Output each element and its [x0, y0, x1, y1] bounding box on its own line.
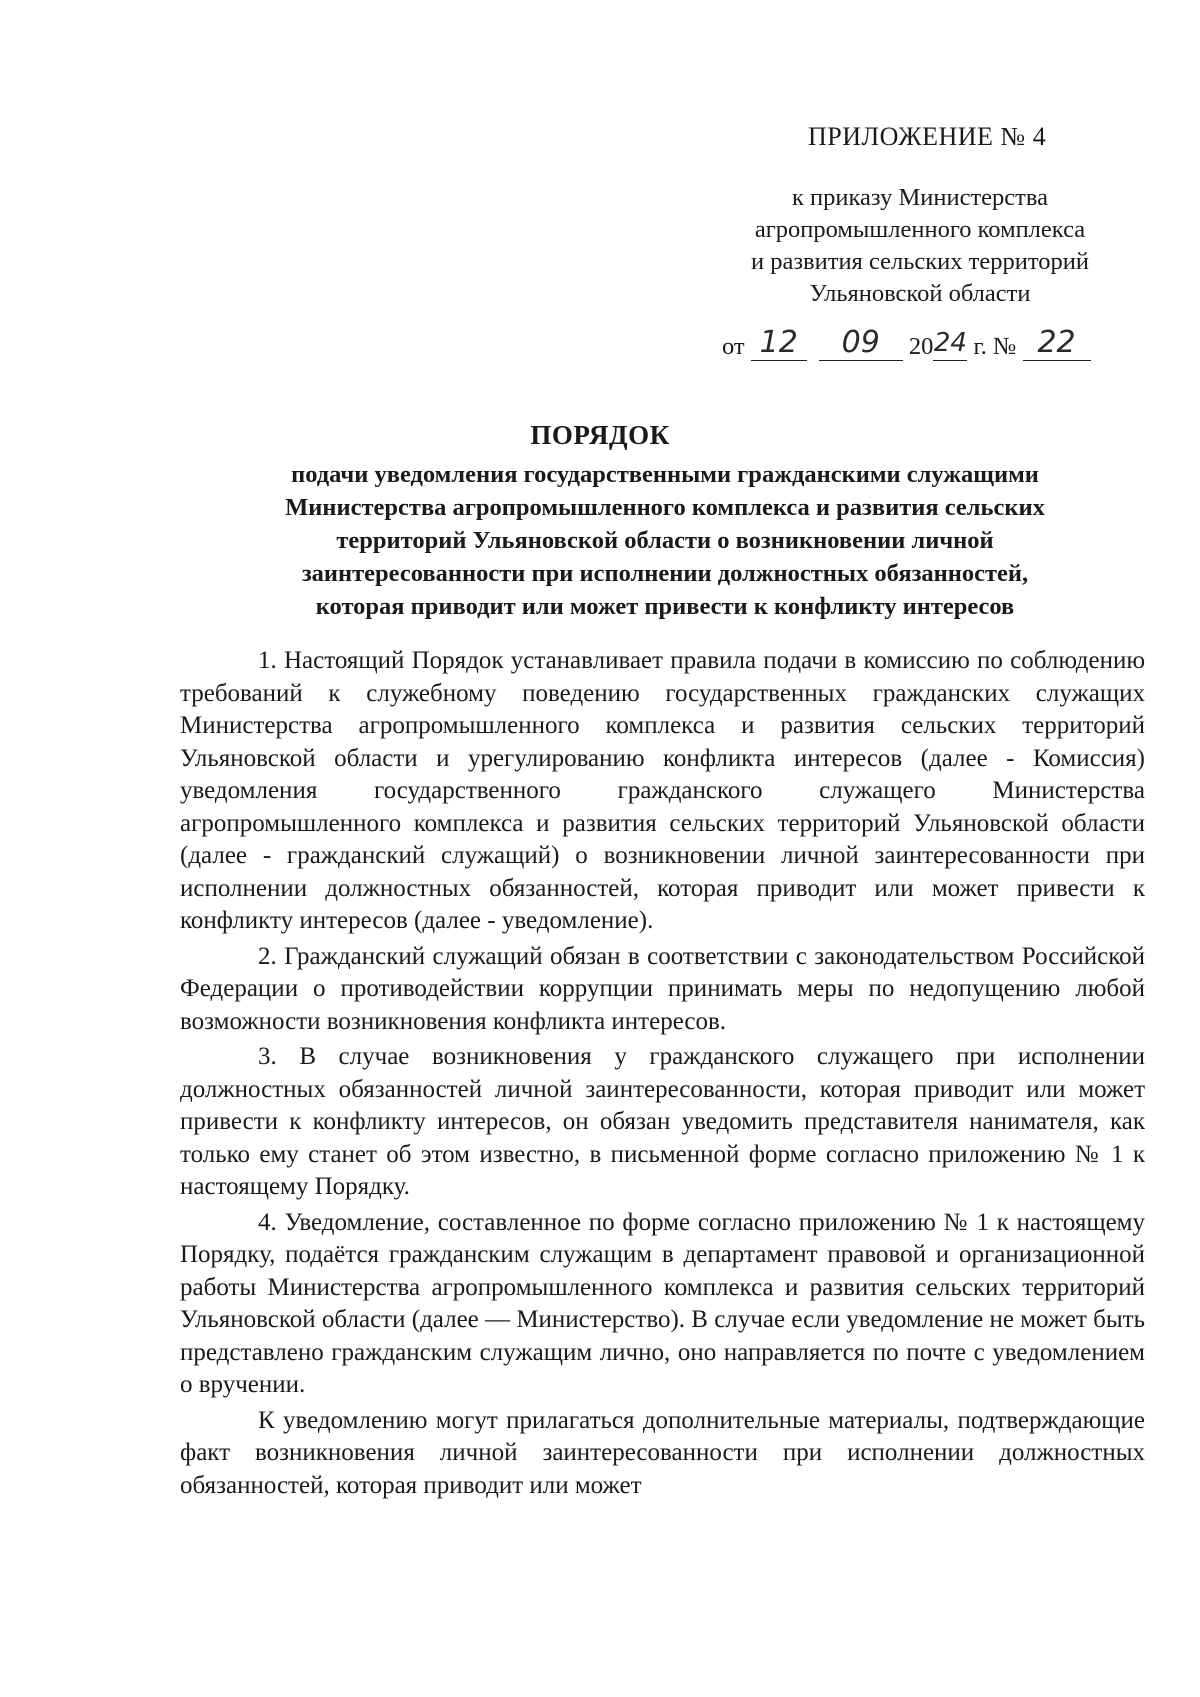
handwritten-year: 24 [933, 330, 967, 361]
document-body [180, 645, 1145, 1504]
order-ref-line: Ульяновской области [809, 280, 1031, 307]
document-title: ПОРЯДОК [530, 420, 670, 450]
subtitle-line: которая приводит или может привести к конфликту интересов [315, 593, 1015, 620]
handwritten-month: 09 [819, 330, 903, 361]
order-ref-line: агропромышленного комплекса [754, 216, 1086, 243]
year-prefix: 20 [908, 333, 934, 360]
subtitle-line: подачи уведомления государственными гражданскими служащими [291, 461, 1039, 488]
order-ref-line: и развития сельских территорий [751, 248, 1089, 275]
document-subtitle [200, 458, 1130, 623]
order-reference [720, 182, 1120, 310]
paragraph-3: 3. В случае возникновения у гражданского служащего при исполнении должностных обязанностей личной заинтересованности, которая приводит или может привести к конфликту интересов, он обязан уведомить представителя нанимателя, как только ему станет об этом известно, в письменной форме согласно приложению № 1 к настоящему Порядку. [180, 1043, 1145, 1200]
paragraph-4: 4. Уведомление, составленное по форме согласно приложению № 1 к настоящему Порядку, подаётся гражданским служащим в департамент правовой и организационной работы Министерства агропромышленного комплекса и развития сельских территорий Ульяновской области (далее — Министерство). В случае если уведомление не может быть представлено гражданским служащим лично, оно направляется по почте с уведомлением о вручении. [180, 1208, 1145, 1398]
number-label: г. № [973, 333, 1017, 360]
order-ref-line: к приказу Министерства [792, 184, 1048, 211]
paragraph-2: 2. Гражданский служащий обязан в соответствии с законодательством Российской Федерации о противодействии коррупции принимать меры по недопущению любой возможности возникновения конфликта интересов. [180, 942, 1145, 1035]
handwritten-day: 12 [751, 330, 807, 361]
subtitle-line: заинтересованности при исполнении должностных обязанностей, [301, 560, 1029, 587]
appendix-title: ПРИЛОЖЕНИЕ № 4 [808, 122, 1047, 151]
paragraph-1: 1. Настоящий Порядок устанавливает правила подачи в комиссию по соблюдению требований к служебному поведению государственных гражданских служащих Министерства агропромышленного комплекса и развития сельских территорий Ульяновской области и урегулированию конфликта интересов (далее - Комиссия) уведомления государственного гражданского служащего Министерства агропромышленного комплекса и развития сельских территорий Ульяновской области (далее - гражданский служащий) о возникновении личной заинтересованности при исполнении должностных обязанностей, которая приводит или может привести к конфликту интересов (далее - уведомление). [180, 647, 1145, 934]
order-date-line [722, 325, 1091, 361]
subtitle-line: территорий Ульяновской области о возникновении личной [336, 527, 994, 554]
date-prefix: от [722, 333, 745, 360]
subtitle-line: Министерства агропромышленного комплекса и развития сельских [285, 494, 1045, 521]
handwritten-order-number: 22 [1023, 330, 1091, 361]
paragraph-5: К уведомлению могут прилагаться дополнительные материалы, подтверждающие факт возникновения личной заинтересованности при исполнении должностных обязанностей, которая приводит или может [180, 1406, 1145, 1499]
